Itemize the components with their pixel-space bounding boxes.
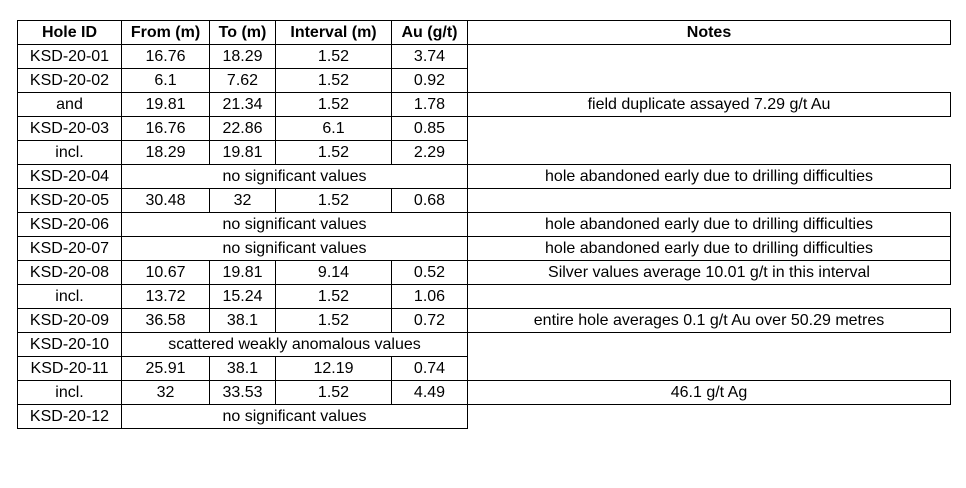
cell-summary: scattered weakly anomalous values <box>122 333 468 357</box>
table-row <box>18 141 951 165</box>
cell-notes <box>468 333 951 357</box>
header-hole-id: Hole ID <box>18 21 122 45</box>
cell-hole-id: incl. <box>18 381 122 405</box>
table-row <box>18 45 951 69</box>
cell-to: 7.62 <box>210 69 276 93</box>
table-row <box>18 381 951 405</box>
cell-to: 18.29 <box>210 45 276 69</box>
cell-from: 25.91 <box>122 357 210 381</box>
header-interval: Interval (m) <box>276 21 392 45</box>
cell-interval: 9.14 <box>276 261 392 285</box>
cell-to: 22.86 <box>210 117 276 141</box>
table-row <box>18 93 951 117</box>
cell-hole-id: KSD-20-06 <box>18 213 122 237</box>
cell-au: 0.85 <box>392 117 468 141</box>
table-row <box>18 69 951 93</box>
cell-hole-id: incl. <box>18 141 122 165</box>
cell-interval: 1.52 <box>276 189 392 213</box>
cell-notes <box>468 69 951 93</box>
cell-au: 0.68 <box>392 189 468 213</box>
cell-from: 10.67 <box>122 261 210 285</box>
cell-to: 15.24 <box>210 285 276 309</box>
cell-notes <box>468 405 951 429</box>
cell-from: 30.48 <box>122 189 210 213</box>
cell-notes <box>468 285 951 309</box>
cell-hole-id: KSD-20-10 <box>18 333 122 357</box>
cell-au: 4.49 <box>392 381 468 405</box>
table-row <box>18 213 951 237</box>
table-row <box>18 261 951 285</box>
cell-hole-id: KSD-20-11 <box>18 357 122 381</box>
cell-from: 19.81 <box>122 93 210 117</box>
cell-au: 3.74 <box>392 45 468 69</box>
cell-hole-id: KSD-20-07 <box>18 237 122 261</box>
cell-summary: no significant values <box>122 165 468 189</box>
cell-notes: Silver values average 10.01 g/t in this interval <box>468 261 951 285</box>
cell-interval: 1.52 <box>276 285 392 309</box>
cell-from: 32 <box>122 381 210 405</box>
cell-interval: 1.52 <box>276 141 392 165</box>
cell-notes: hole abandoned early due to drilling difficulties <box>468 237 951 261</box>
cell-au: 2.29 <box>392 141 468 165</box>
header-to: To (m) <box>210 21 276 45</box>
cell-notes: entire hole averages 0.1 g/t Au over 50.29 metres <box>468 309 951 333</box>
cell-to: 38.1 <box>210 357 276 381</box>
cell-to: 38.1 <box>210 309 276 333</box>
cell-to: 33.53 <box>210 381 276 405</box>
cell-hole-id: KSD-20-04 <box>18 165 122 189</box>
table-row <box>18 357 951 381</box>
table-row <box>18 237 951 261</box>
cell-au: 0.92 <box>392 69 468 93</box>
cell-summary: no significant values <box>122 213 468 237</box>
cell-notes: 46.1 g/t Ag <box>468 381 951 405</box>
cell-interval: 6.1 <box>276 117 392 141</box>
cell-interval: 1.52 <box>276 309 392 333</box>
cell-au: 0.72 <box>392 309 468 333</box>
cell-to: 21.34 <box>210 93 276 117</box>
cell-summary: no significant values <box>122 237 468 261</box>
cell-interval: 1.52 <box>276 93 392 117</box>
cell-hole-id: KSD-20-03 <box>18 117 122 141</box>
cell-from: 16.76 <box>122 45 210 69</box>
cell-from: 13.72 <box>122 285 210 309</box>
cell-to: 19.81 <box>210 141 276 165</box>
cell-interval: 1.52 <box>276 45 392 69</box>
cell-interval: 1.52 <box>276 381 392 405</box>
cell-hole-id: KSD-20-09 <box>18 309 122 333</box>
cell-au: 1.78 <box>392 93 468 117</box>
cell-notes: hole abandoned early due to drilling difficulties <box>468 165 951 189</box>
cell-to: 32 <box>210 189 276 213</box>
header-au: Au (g/t) <box>392 21 468 45</box>
cell-au: 0.74 <box>392 357 468 381</box>
cell-interval: 1.52 <box>276 69 392 93</box>
cell-hole-id: KSD-20-08 <box>18 261 122 285</box>
cell-notes <box>468 117 951 141</box>
cell-from: 6.1 <box>122 69 210 93</box>
cell-to: 19.81 <box>210 261 276 285</box>
cell-notes <box>468 189 951 213</box>
cell-hole-id: KSD-20-01 <box>18 45 122 69</box>
cell-notes <box>468 357 951 381</box>
table-row <box>18 117 951 141</box>
cell-from: 18.29 <box>122 141 210 165</box>
table-row <box>18 333 951 357</box>
table-body <box>18 45 951 429</box>
cell-hole-id: KSD-20-12 <box>18 405 122 429</box>
header-row <box>18 21 951 45</box>
cell-notes <box>468 141 951 165</box>
table-row <box>18 165 951 189</box>
table-row <box>18 285 951 309</box>
table-row <box>18 405 951 429</box>
header-notes: Notes <box>468 21 951 45</box>
cell-hole-id: KSD-20-05 <box>18 189 122 213</box>
cell-au: 0.52 <box>392 261 468 285</box>
cell-hole-id: KSD-20-02 <box>18 69 122 93</box>
table-row <box>18 309 951 333</box>
cell-from: 16.76 <box>122 117 210 141</box>
cell-from: 36.58 <box>122 309 210 333</box>
cell-notes <box>468 45 951 69</box>
drill-results-table <box>17 20 951 429</box>
cell-notes: hole abandoned early due to drilling difficulties <box>468 213 951 237</box>
header-from: From (m) <box>122 21 210 45</box>
cell-interval: 12.19 <box>276 357 392 381</box>
cell-hole-id: incl. <box>18 285 122 309</box>
cell-notes: field duplicate assayed 7.29 g/t Au <box>468 93 951 117</box>
table-row <box>18 189 951 213</box>
cell-hole-id: and <box>18 93 122 117</box>
cell-summary: no significant values <box>122 405 468 429</box>
cell-au: 1.06 <box>392 285 468 309</box>
